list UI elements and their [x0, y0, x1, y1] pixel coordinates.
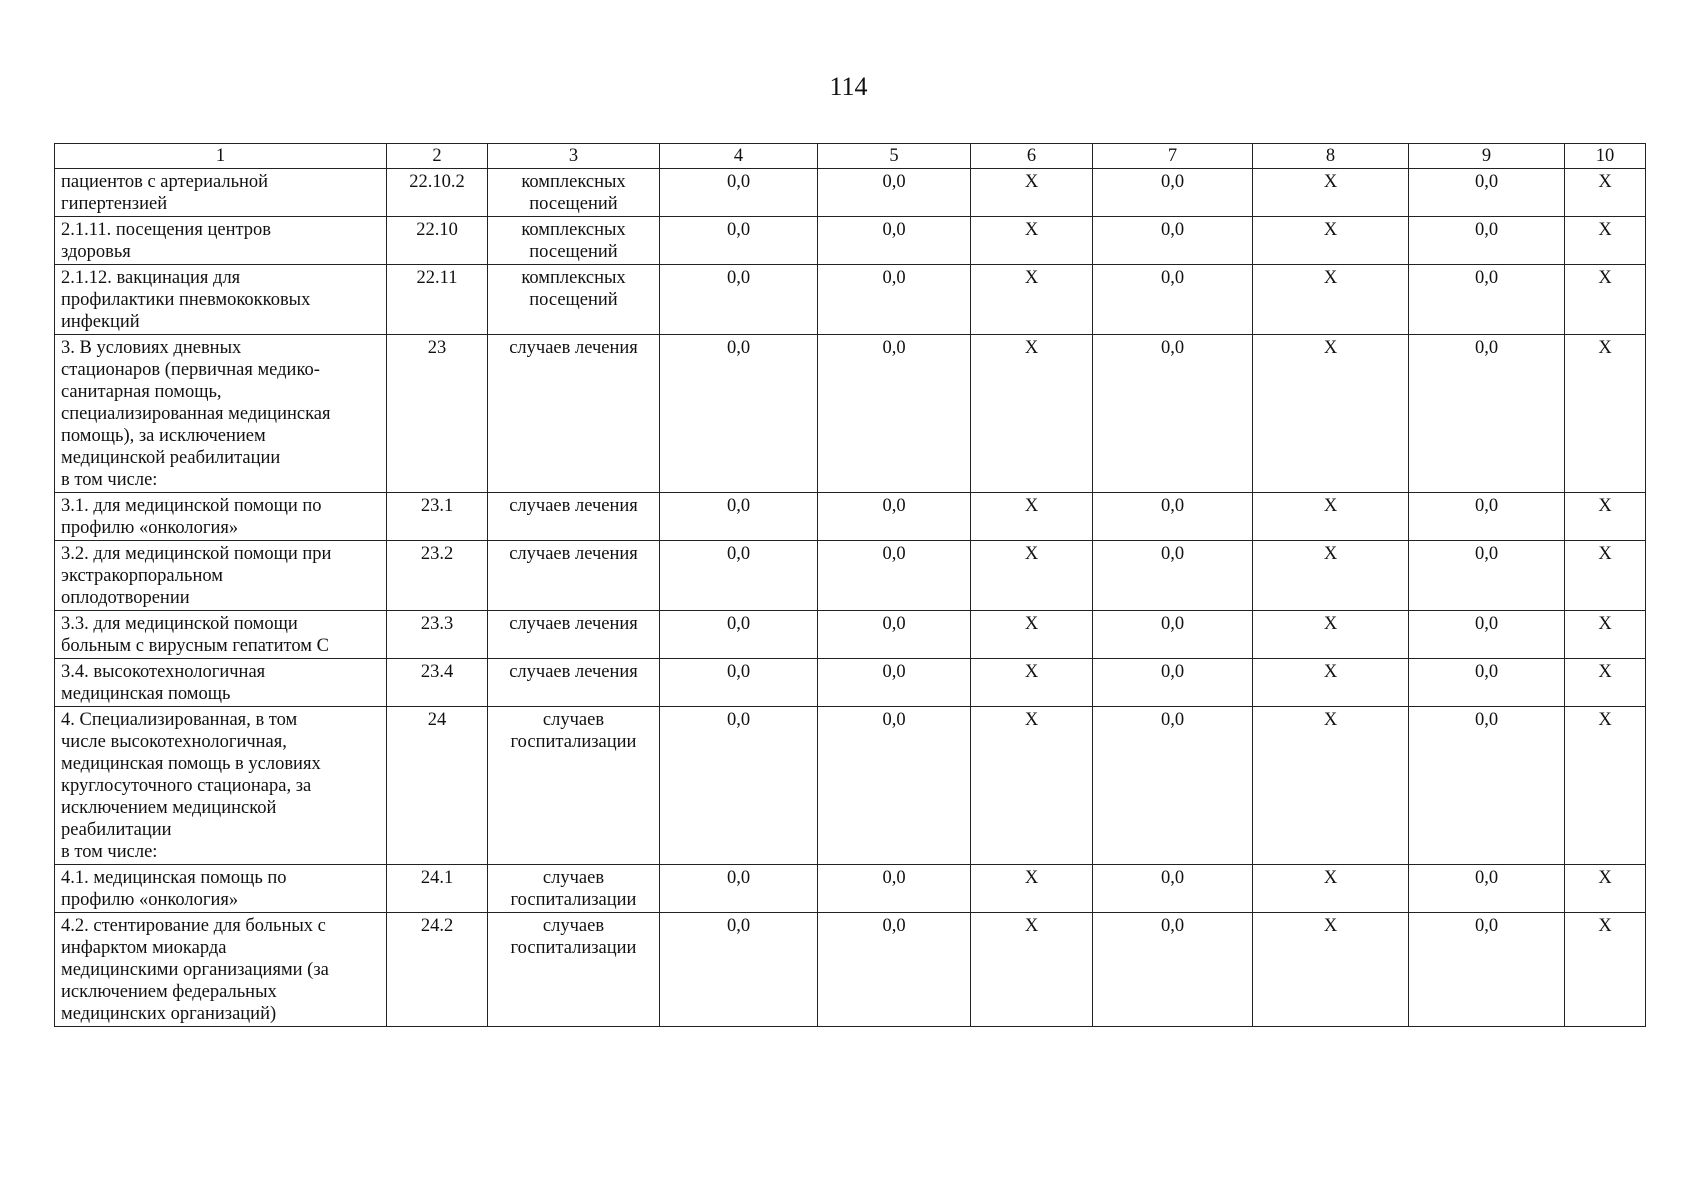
- row-value-cell: 0,0: [660, 659, 818, 707]
- row-value-cell: 0,0: [1409, 913, 1565, 1027]
- column-number: 8: [1253, 144, 1409, 169]
- row-value-cell: 0,0: [660, 611, 818, 659]
- row-value-cell: 0,0: [660, 541, 818, 611]
- row-name-cell: 4. Специализированная, в том числе высокотехнологичная, медицинская помощь в условиях круглосуточного стационара, за исключением медицинской реабилитации в том числе:: [55, 707, 387, 865]
- row-value-cell: 0,0: [1409, 265, 1565, 335]
- row-value-cell: Х: [1253, 335, 1409, 493]
- row-value-cell: 0,0: [1409, 865, 1565, 913]
- row-code-cell: 22.10.2: [387, 169, 488, 217]
- row-unit-cell: случаев госпитализации: [488, 865, 660, 913]
- table-row: [55, 707, 1646, 865]
- data-table: [54, 143, 1646, 1027]
- row-name-cell: 3.2. для медицинской помощи при экстракорпоральном оплодотворении: [55, 541, 387, 611]
- row-value-cell: 0,0: [1409, 707, 1565, 865]
- row-value-cell: 0,0: [818, 335, 971, 493]
- row-value-cell: Х: [1253, 707, 1409, 865]
- column-number: 3: [488, 144, 660, 169]
- row-value-cell: Х: [1565, 335, 1646, 493]
- table-row: [55, 217, 1646, 265]
- row-value-cell: 0,0: [1093, 265, 1253, 335]
- row-code-cell: 23.2: [387, 541, 488, 611]
- column-number: 6: [971, 144, 1093, 169]
- row-unit-cell: комплексных посещений: [488, 169, 660, 217]
- row-unit-cell: случаев госпитализации: [488, 707, 660, 865]
- row-value-cell: 0,0: [1093, 659, 1253, 707]
- table-row: [55, 541, 1646, 611]
- row-value-cell: Х: [1565, 217, 1646, 265]
- row-value-cell: Х: [971, 707, 1093, 865]
- table-row: [55, 169, 1646, 217]
- row-value-cell: 0,0: [818, 611, 971, 659]
- row-value-cell: Х: [971, 335, 1093, 493]
- row-value-cell: Х: [1565, 659, 1646, 707]
- row-name-cell: 2.1.11. посещения центров здоровья: [55, 217, 387, 265]
- row-value-cell: 0,0: [660, 913, 818, 1027]
- row-value-cell: Х: [1253, 865, 1409, 913]
- table-row: [55, 611, 1646, 659]
- row-value-cell: 0,0: [660, 335, 818, 493]
- row-value-cell: Х: [1253, 493, 1409, 541]
- row-code-cell: 24.1: [387, 865, 488, 913]
- column-number: 2: [387, 144, 488, 169]
- row-unit-cell: случаев госпитализации: [488, 913, 660, 1027]
- row-value-cell: Х: [971, 217, 1093, 265]
- row-value-cell: 0,0: [1409, 493, 1565, 541]
- row-unit-cell: случаев лечения: [488, 493, 660, 541]
- row-value-cell: 0,0: [1409, 169, 1565, 217]
- table-row: [55, 335, 1646, 493]
- row-value-cell: Х: [1253, 265, 1409, 335]
- row-value-cell: 0,0: [1093, 493, 1253, 541]
- row-value-cell: 0,0: [818, 707, 971, 865]
- row-value-cell: 0,0: [1093, 169, 1253, 217]
- row-value-cell: 0,0: [1409, 217, 1565, 265]
- row-value-cell: 0,0: [1093, 865, 1253, 913]
- row-value-cell: 0,0: [818, 265, 971, 335]
- row-value-cell: 0,0: [660, 265, 818, 335]
- row-code-cell: 23.1: [387, 493, 488, 541]
- row-value-cell: Х: [971, 169, 1093, 217]
- table-row: [55, 265, 1646, 335]
- row-value-cell: 0,0: [660, 493, 818, 541]
- table-row: [55, 865, 1646, 913]
- row-value-cell: 0,0: [1093, 707, 1253, 865]
- row-value-cell: Х: [971, 265, 1093, 335]
- row-value-cell: Х: [1565, 169, 1646, 217]
- row-unit-cell: случаев лечения: [488, 611, 660, 659]
- row-name-cell: 3.1. для медицинской помощи по профилю «онкология»: [55, 493, 387, 541]
- row-value-cell: 0,0: [818, 659, 971, 707]
- row-name-cell: 3. В условиях дневных стационаров (первичная медико- санитарная помощь, специализированная медицинская помощь), за исключением медицинской реабилитации в том числе:: [55, 335, 387, 493]
- row-value-cell: 0,0: [1093, 335, 1253, 493]
- row-unit-cell: комплексных посещений: [488, 217, 660, 265]
- row-name-cell: 4.2. стентирование для больных с инфарктом миокарда медицинскими организациями (за исключением федеральных медицинских организаций): [55, 913, 387, 1027]
- row-value-cell: 0,0: [660, 707, 818, 865]
- row-value-cell: Х: [1565, 913, 1646, 1027]
- row-value-cell: 0,0: [1093, 541, 1253, 611]
- row-name-cell: 2.1.12. вакцинация для профилактики пневмококковых инфекций: [55, 265, 387, 335]
- column-number: 9: [1409, 144, 1565, 169]
- row-value-cell: Х: [1253, 611, 1409, 659]
- row-value-cell: 0,0: [660, 217, 818, 265]
- row-value-cell: 0,0: [1409, 335, 1565, 493]
- table-row: [55, 913, 1646, 1027]
- row-unit-cell: случаев лечения: [488, 659, 660, 707]
- column-number: 7: [1093, 144, 1253, 169]
- row-value-cell: 0,0: [818, 541, 971, 611]
- row-value-cell: Х: [1253, 913, 1409, 1027]
- row-code-cell: 22.10: [387, 217, 488, 265]
- row-unit-cell: случаев лечения: [488, 335, 660, 493]
- row-value-cell: Х: [1565, 265, 1646, 335]
- row-value-cell: Х: [971, 913, 1093, 1027]
- row-value-cell: Х: [1565, 493, 1646, 541]
- row-value-cell: 0,0: [1093, 611, 1253, 659]
- page-number: 114: [829, 72, 868, 101]
- row-value-cell: 0,0: [818, 865, 971, 913]
- column-number: 5: [818, 144, 971, 169]
- row-value-cell: 0,0: [1409, 541, 1565, 611]
- row-value-cell: Х: [1565, 541, 1646, 611]
- column-number-row: [55, 144, 1646, 169]
- row-value-cell: 0,0: [818, 169, 971, 217]
- row-unit-cell: случаев лечения: [488, 541, 660, 611]
- row-name-cell: 3.3. для медицинской помощи больным с вирусным гепатитом С: [55, 611, 387, 659]
- row-value-cell: 0,0: [660, 865, 818, 913]
- row-value-cell: 0,0: [818, 913, 971, 1027]
- row-value-cell: Х: [971, 865, 1093, 913]
- column-number: 10: [1565, 144, 1646, 169]
- row-unit-cell: комплексных посещений: [488, 265, 660, 335]
- row-value-cell: Х: [1253, 541, 1409, 611]
- row-code-cell: 24.2: [387, 913, 488, 1027]
- row-value-cell: 0,0: [1409, 611, 1565, 659]
- column-number: 4: [660, 144, 818, 169]
- row-value-cell: 0,0: [660, 169, 818, 217]
- row-value-cell: Х: [1565, 865, 1646, 913]
- row-name-cell: пациентов с артериальной гипертензией: [55, 169, 387, 217]
- row-value-cell: Х: [1253, 659, 1409, 707]
- row-value-cell: Х: [971, 541, 1093, 611]
- row-value-cell: 0,0: [1409, 659, 1565, 707]
- row-code-cell: 22.11: [387, 265, 488, 335]
- table-row: [55, 493, 1646, 541]
- row-name-cell: 4.1. медицинская помощь по профилю «онкология»: [55, 865, 387, 913]
- row-value-cell: Х: [971, 659, 1093, 707]
- row-value-cell: Х: [971, 493, 1093, 541]
- row-value-cell: 0,0: [818, 217, 971, 265]
- row-value-cell: Х: [1565, 611, 1646, 659]
- column-number: 1: [55, 144, 387, 169]
- row-value-cell: Х: [1253, 217, 1409, 265]
- row-value-cell: Х: [1253, 169, 1409, 217]
- row-code-cell: 23: [387, 335, 488, 493]
- row-name-cell: 3.4. высокотехнологичная медицинская помощь: [55, 659, 387, 707]
- row-value-cell: 0,0: [1093, 217, 1253, 265]
- row-value-cell: Х: [1565, 707, 1646, 865]
- row-code-cell: 23.3: [387, 611, 488, 659]
- row-value-cell: 0,0: [818, 493, 971, 541]
- table-row: [55, 659, 1646, 707]
- row-value-cell: Х: [971, 611, 1093, 659]
- row-code-cell: 24: [387, 707, 488, 865]
- row-code-cell: 23.4: [387, 659, 488, 707]
- row-value-cell: 0,0: [1093, 913, 1253, 1027]
